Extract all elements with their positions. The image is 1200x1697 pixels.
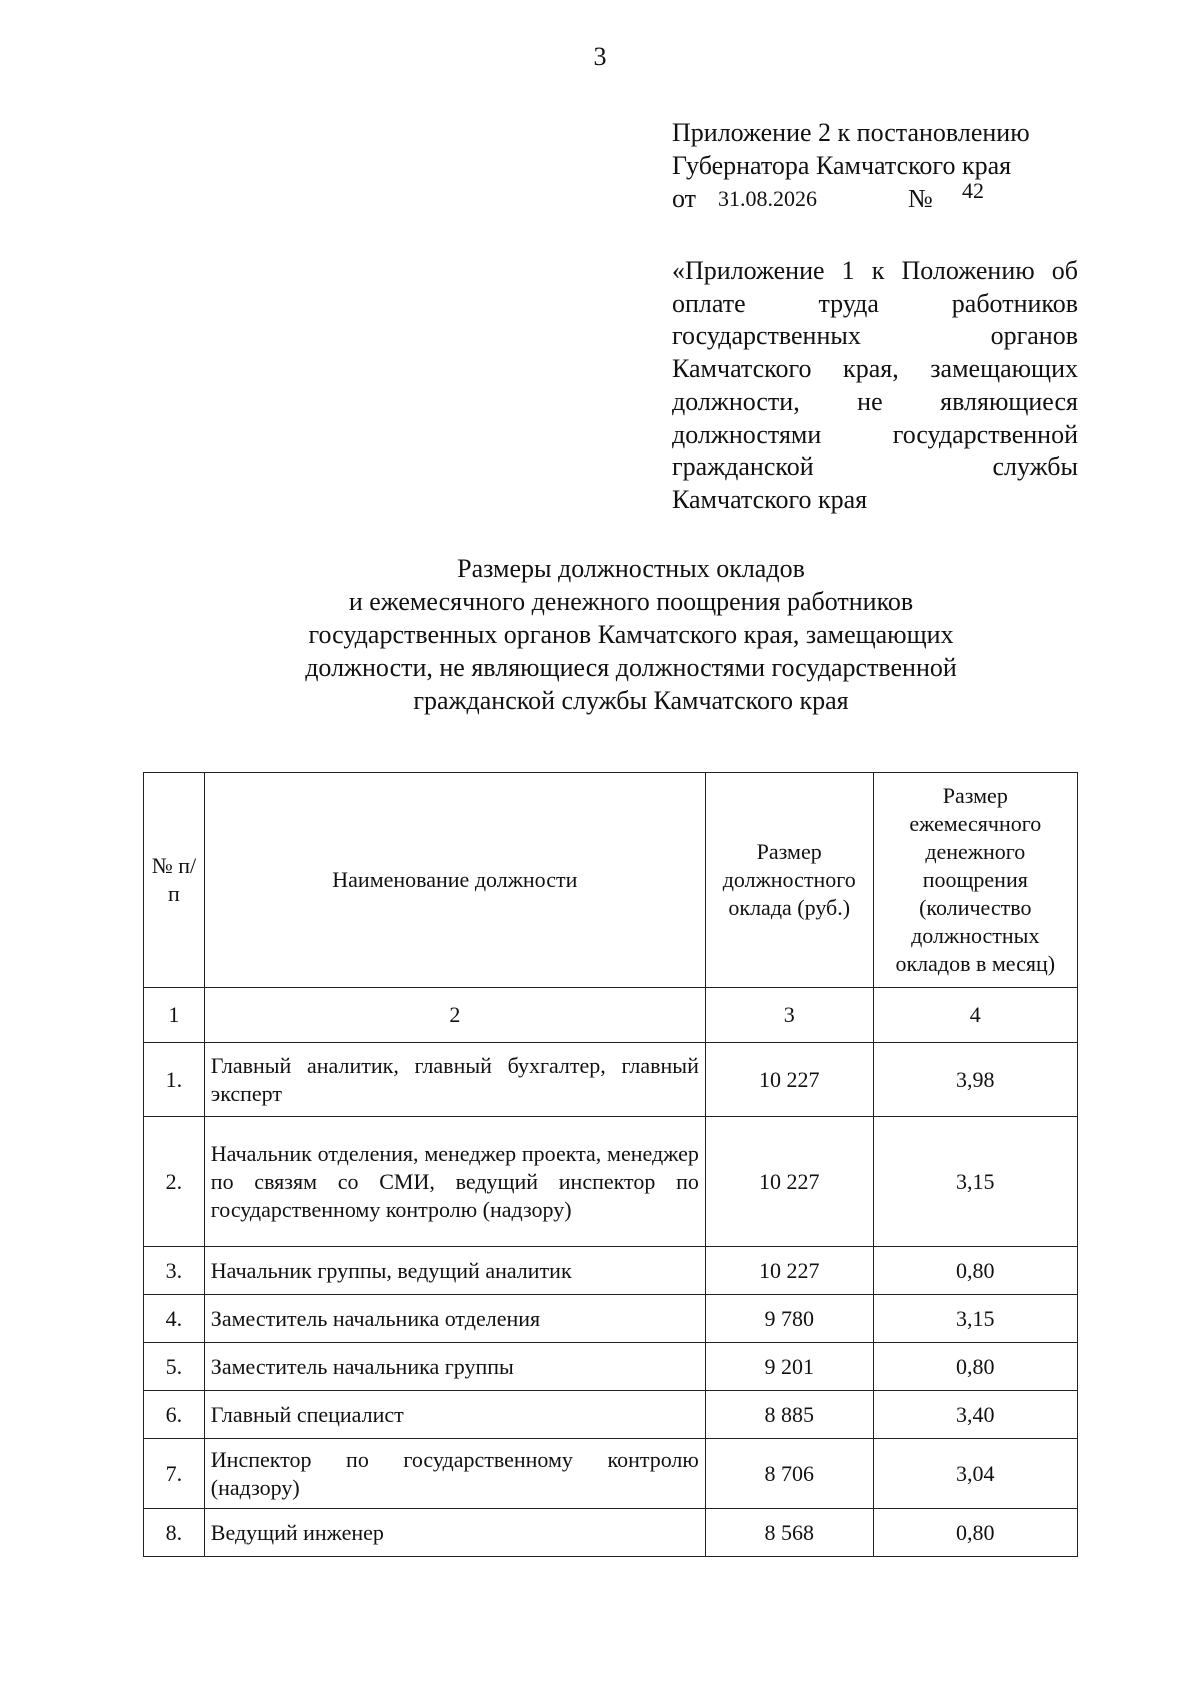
column-number-row xyxy=(144,988,1078,1043)
appendix-2-line-2: Губернатора Камчатского края xyxy=(672,151,1012,180)
salary-value: 8 568 xyxy=(705,1509,873,1557)
salary-value: 9 780 xyxy=(705,1295,873,1343)
bonus-value: 3,15 xyxy=(873,1295,1077,1343)
appendix-1-line: «Приложение 1 к Положению об xyxy=(672,256,1078,285)
bonus-value: 0,80 xyxy=(873,1343,1077,1391)
row-number: 3. xyxy=(144,1247,205,1295)
salary-value: 10 227 xyxy=(705,1043,873,1117)
row-number: 2. xyxy=(144,1117,205,1247)
title-line: государственных органов Камчатского края, замещающих xyxy=(308,620,954,649)
position-name: Главный аналитик, главный бухгалтер, главный эксперт xyxy=(204,1043,705,1117)
salary-value: 8 885 xyxy=(705,1391,873,1439)
title-line: гражданской службы Камчатского края xyxy=(413,686,849,715)
header-no: № п/п xyxy=(144,773,205,988)
appendix-2-line-1: Приложение 2 к постановлению xyxy=(672,118,1030,147)
document-title xyxy=(0,552,1200,717)
appendix-2-header xyxy=(672,116,1092,218)
decree-number: 42 xyxy=(962,178,984,203)
bonus-value: 0,80 xyxy=(873,1509,1077,1557)
position-name: Заместитель начальника группы xyxy=(204,1343,705,1391)
bonus-value: 3,15 xyxy=(873,1117,1077,1247)
column-number: 1 xyxy=(144,988,205,1043)
salary-value: 9 201 xyxy=(705,1343,873,1391)
table-row xyxy=(144,1509,1078,1557)
column-number: 4 xyxy=(873,988,1077,1043)
header-bonus: Размер ежемесячного денежного поощрения (количество должностных окладов в месяц) xyxy=(873,773,1077,988)
table-row xyxy=(144,1439,1078,1509)
bonus-value: 3,04 xyxy=(873,1439,1077,1509)
bonus-value: 3,98 xyxy=(873,1043,1077,1117)
header-salary: Размер должностного оклада (руб.) xyxy=(705,773,873,988)
position-name: Инспектор по государственному контролю (надзору) xyxy=(204,1439,705,1509)
row-number: 8. xyxy=(144,1509,205,1557)
title-line: Размеры должностных окладов xyxy=(457,554,805,583)
row-number: 4. xyxy=(144,1295,205,1343)
page-number: 3 xyxy=(593,42,607,71)
positions-table xyxy=(143,772,1078,1557)
decree-date: 31.08.2026 xyxy=(718,186,817,211)
position-name: Заместитель начальника отделения xyxy=(204,1295,705,1343)
appendix-1-line: гражданской службы xyxy=(672,452,1078,482)
bonus-value: 3,40 xyxy=(873,1391,1077,1439)
title-line: и ежемесячного денежного поощрения работников xyxy=(348,587,914,616)
appendix-1-line: Камчатского края xyxy=(672,484,868,514)
table-row xyxy=(144,1117,1078,1247)
appendix-1-line: должности, не являющиеся xyxy=(672,386,1078,416)
position-name: Начальник отделения, менеджер проекта, менеджер по связям со СМИ, ведущий инспектор по государственному контролю (надзору) xyxy=(204,1117,705,1247)
position-name: Главный специалист xyxy=(204,1391,705,1439)
appendix-1-header xyxy=(672,255,1078,517)
appendix-1-line: Камчатского края, замещающих xyxy=(672,354,1078,384)
title-line: должности, не являющиеся должностями государственной xyxy=(305,653,957,682)
position-name: Ведущий инженер xyxy=(204,1509,705,1557)
table-row xyxy=(144,1247,1078,1295)
appendix-1-line: оплате труда работников xyxy=(672,288,1078,318)
salary-value: 8 706 xyxy=(705,1439,873,1509)
row-number: 6. xyxy=(144,1391,205,1439)
salary-value: 10 227 xyxy=(705,1247,873,1295)
header-name: Наименование должности xyxy=(204,773,705,988)
bonus-value: 0,80 xyxy=(873,1247,1077,1295)
salary-value: 10 227 xyxy=(705,1117,873,1247)
table-header-row xyxy=(144,773,1078,988)
table-row xyxy=(144,1343,1078,1391)
table-row xyxy=(144,1295,1078,1343)
row-number: 7. xyxy=(144,1439,205,1509)
appendix-2-date-line xyxy=(672,178,1092,218)
position-name: Начальник группы, ведущий аналитик xyxy=(204,1247,705,1295)
appendix-1-line: государственных органов xyxy=(672,321,1078,351)
row-number: 5. xyxy=(144,1343,205,1391)
table-row xyxy=(144,1391,1078,1439)
column-number: 3 xyxy=(705,988,873,1043)
table-row xyxy=(144,1043,1078,1117)
row-number: 1. xyxy=(144,1043,205,1117)
ot-label: от xyxy=(672,184,697,213)
number-sign: № xyxy=(908,184,933,213)
appendix-1-line: должностями государственной xyxy=(672,419,1078,449)
column-number: 2 xyxy=(204,988,705,1043)
